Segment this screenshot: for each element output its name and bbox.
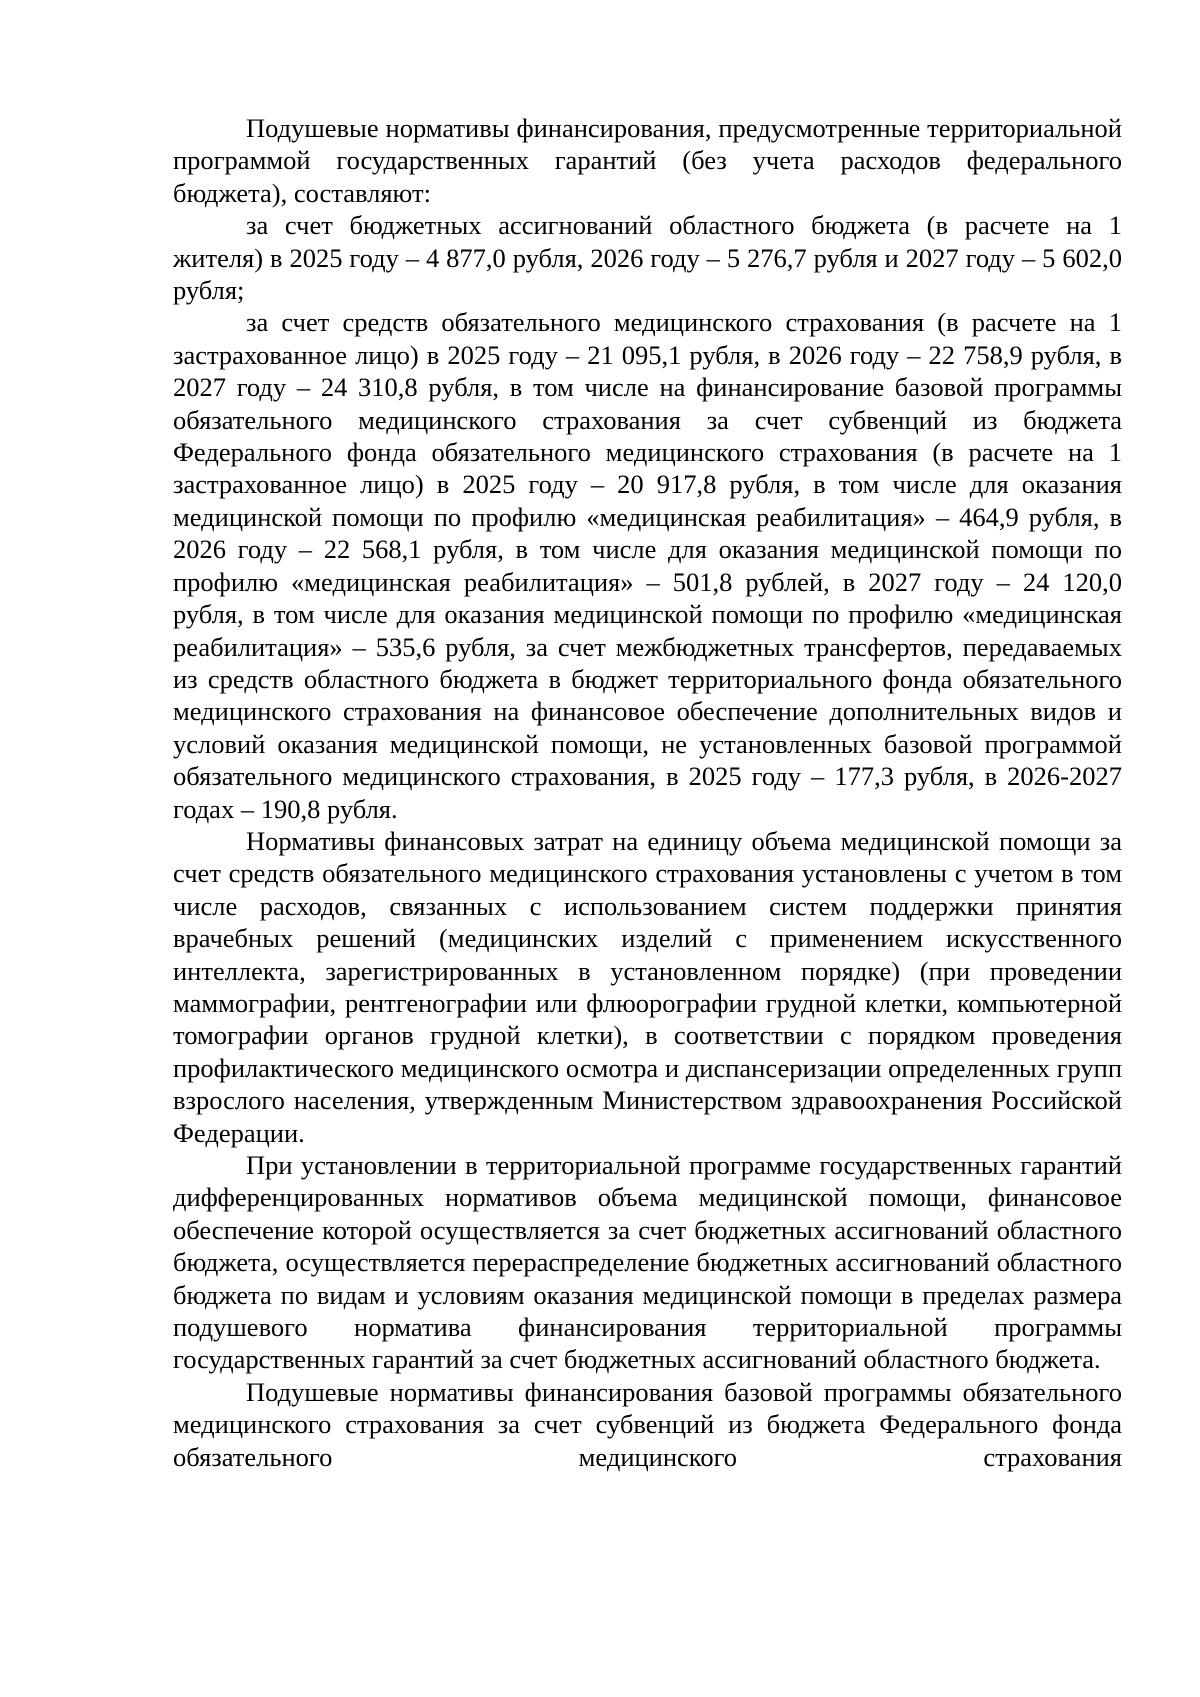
paragraph-regional-budget: за счет бюджетных ассигнований областного бюджета (в расчете на 1 жителя) в 2025 году – 4 877,0 рубля, 2026 году – 5 276,7 рубля и 2027 году – 5 602,0 рубля; [173,210,1122,306]
paragraph-compulsory-insurance: за счет средств обязательного медицинского страхования (в расчете на 1 застрахованное лицо) в 2025 году – 21 095,1 рубля, в 2026 году – 22 758,9 рубля, в 2027 году – 24 310,8 рубля, в том числе на финансирование базовой программы обязательного медицинского страхования за счет субвенций из бюджета Федерального фонда обязательного медицинского страхования (в расчете на 1 застрахованное лицо) в 2025 году – 20 917,8 рубля, в том числе для оказания медицинской помощи по профилю «медицинская реабилитация» – 464,9 рубля, в 2026 году – 22 568,1 рубля, в том числе для оказания медицинской помощи по профилю «медицинская реабилитация» – 501,8 рублей, в 2027 году – 24 120,0 рубля, в том числе для оказания медицинской помощи по профилю «медицинская реабилитация» – 535,6 рубля, за счет межбюджетных трансфертов, передаваемых из средств областного бюджета в бюджет территориального фонда обязательного медицинского страхования на финансовое обеспечение дополнительных видов и условий оказания медицинской помощи, не установленных базовой программой обязательного медицинского страхования, в 2025 году – 177,3 рубля, в 2026-2027 годах – 190,8 рубля. [173,307,1122,824]
paragraph-cost-standards: Нормативы финансовых затрат на единицу объема медицинской помощи за счет средств обязательного медицинского страхования установлены с учетом в том числе расходов, связанных с использованием систем поддержки принятия врачебных решений (медицинских изделий с применением искусственного интеллекта, зарегистрированных в установленном порядке) (при проведении маммографии, рентгенографии или флюорографии грудной клетки, компьютерной томографии органов грудной клетки), в соответствии с порядком проведения профилактического медицинского осмотра и диспансеризации определенных групп взрослого населения, утвержденным Министерством здравоохранения Российской Федерации. [173,825,1122,1148]
paragraph-base-program-continued: Подушевые нормативы финансирования базовой программы обязательного медицинского страхования за счет субвенций из бюджета Федерального фонда обязательного медицинского страхования [173,1376,1122,1472]
paragraph-per-capita-intro: Подушевые нормативы финансирования, предусмотренные территориальной программой государственных гарантий (без учета расходов федерального бюджета), составляют: [173,113,1122,208]
paragraph-differentiated-standards: При установлении в территориальной программе государственных гарантий дифференцированных нормативов объема медицинской помощи, финансовое обеспечение которой осуществляется за счет бюджетных ассигнований областного бюджета, осуществляется перераспределение бюджетных ассигнований областного бюджета по видам и условиям оказания медицинской помощи в пределах размера подушевого норматива финансирования территориальной программы государственных гарантий за счет бюджетных ассигнований областного бюджета. [173,1150,1122,1375]
document-body [173,112,1122,1473]
